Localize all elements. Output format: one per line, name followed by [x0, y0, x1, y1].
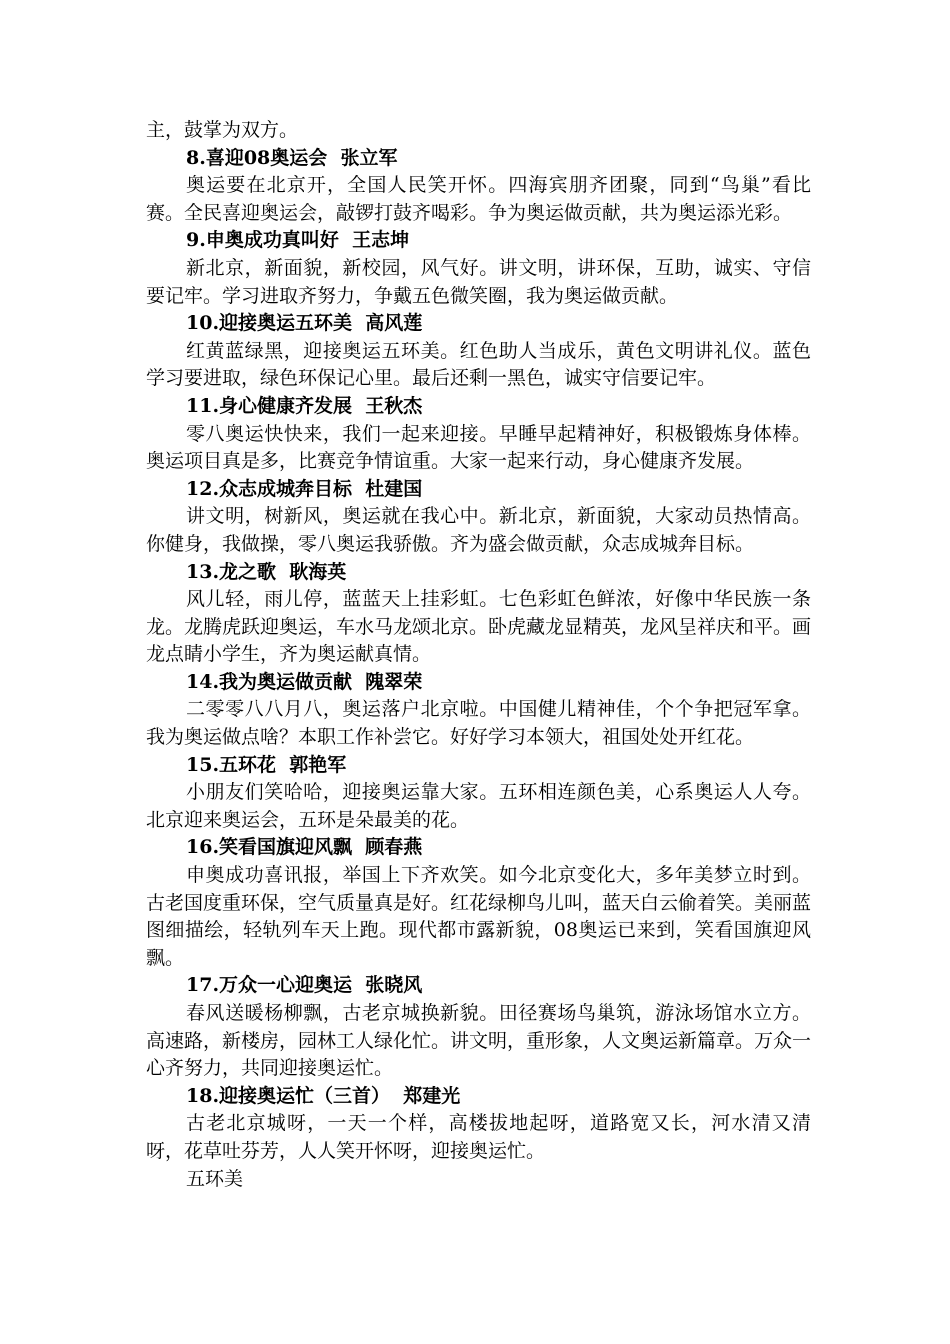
section-heading: 12.众志成城奔目标 杜建国 — [186, 477, 423, 500]
section-body: 春风送暖杨柳飘，古老京城换新貌。田径赛场鸟巢筑，游泳场馆水立方。高速路，新楼房，园林工人绿化忙。讲文明，重形象，人文奥运新篇章。万众一心齐努力，共同迎接奥运忙。 — [146, 1002, 812, 1080]
section-heading: 16.笑看国旗迎风飘 顾春燕 — [186, 836, 423, 859]
section-heading: 9.申奥成功真叫好 王志坤 — [186, 229, 410, 252]
section-body: 红黄蓝绿黑，迎接奥运五环美。红色助人当成乐，黄色文明讲礼仪。蓝色学习要进取，绿色环保记心里。最后还剩一黑色，诚实守信要记牢。 — [146, 339, 811, 390]
section-body: 小朋友们笑哈哈，迎接奥运靠大家。五环相连颜色美，心系奥运人人夸。北京迎来奥运会，五环是朵最美的花。 — [146, 781, 811, 831]
trailing-line: 五环美 — [186, 1167, 244, 1190]
section-body: 讲文明，树新风，奥运就在我心中。新北京，新面貌，大家动员热情高。你健身，我做操，零八奥运我骄傲。齐为盛会做贡献，众志成城奔目标。 — [146, 505, 811, 555]
section-heading: 15.五环花 郭艳军 — [186, 753, 347, 776]
section-body: 新北京，新面貌，新校园，风气好。讲文明，讲环保，互助，诚实、守信要记牢。学习进取齐努力，争戴五色微笑圈，我为奥运做贡献。 — [146, 256, 811, 307]
section-body: 古老北京城呀，一天一个样，高楼拔地起呀，道路宽又长，河水清又清呀，花草吐芬芳，人人笑开怀呀，迎接奥运忙。 — [146, 1112, 811, 1162]
section-heading: 10.迎接奥运五环美 高风莲 — [186, 312, 423, 335]
document-body — [146, 117, 811, 1193]
section-heading: 14.我为奥运做贡献 隗翠荣 — [186, 670, 423, 693]
section-heading: 8.喜迎08奥运会 张立军 — [186, 146, 398, 169]
section-heading: 11.身心健康齐发展 王秋杰 — [186, 394, 423, 417]
section-body: 二零零八八月八，奥运落户北京啦。中国健儿精神佳，个个争把冠军拿。我为奥运做点啥？本职工作补尝它。好好学习本领大，祖国处处开红花。 — [146, 698, 811, 749]
section-body: 零八奥运快快来，我们一起来迎接。早睡早起精神好，积极锻炼身体棒。奥运项目真是多，比赛竞争情谊重。大家一起来行动，身心健康齐发展。 — [146, 422, 811, 473]
lead-fragment: 主，鼓掌为双方。 — [146, 119, 299, 141]
section-heading: 13.龙之歌 耿海英 — [186, 560, 347, 583]
section-heading: 18.迎接奥运忙（三首） 郑建光 — [186, 1084, 461, 1107]
section-body: 申奥成功喜讯报，举国上下齐欢笑。如今北京变化大，多年美梦立时到。古老国度重环保，空气质量真是好。红花绿柳鸟儿叫，蓝天白云偷着笑。美丽蓝图细描绘，轻轨列车天上跑。现代都市露新貌，08奥运已来到，笑看国旗迎风飘。 — [146, 864, 812, 969]
section-body: 奥运要在北京开，全国人民笑开怀。四海宾朋齐团聚，同到“鸟巢”看比赛。全民喜迎奥运会，敲锣打鼓齐喝彩。争为奥运做贡献，共为奥运添光彩。 — [146, 174, 811, 224]
section-heading: 17.万众一心迎奥运 张晓风 — [186, 974, 423, 997]
section-body: 风儿轻，雨儿停，蓝蓝天上挂彩虹。七色彩虹色鲜浓，好像中华民族一条龙。龙腾虎跃迎奥运，车水马龙颂北京。卧虎藏龙显精英，龙风呈祥庆和平。画龙点睛小学生，齐为奥运献真情。 — [146, 588, 812, 666]
